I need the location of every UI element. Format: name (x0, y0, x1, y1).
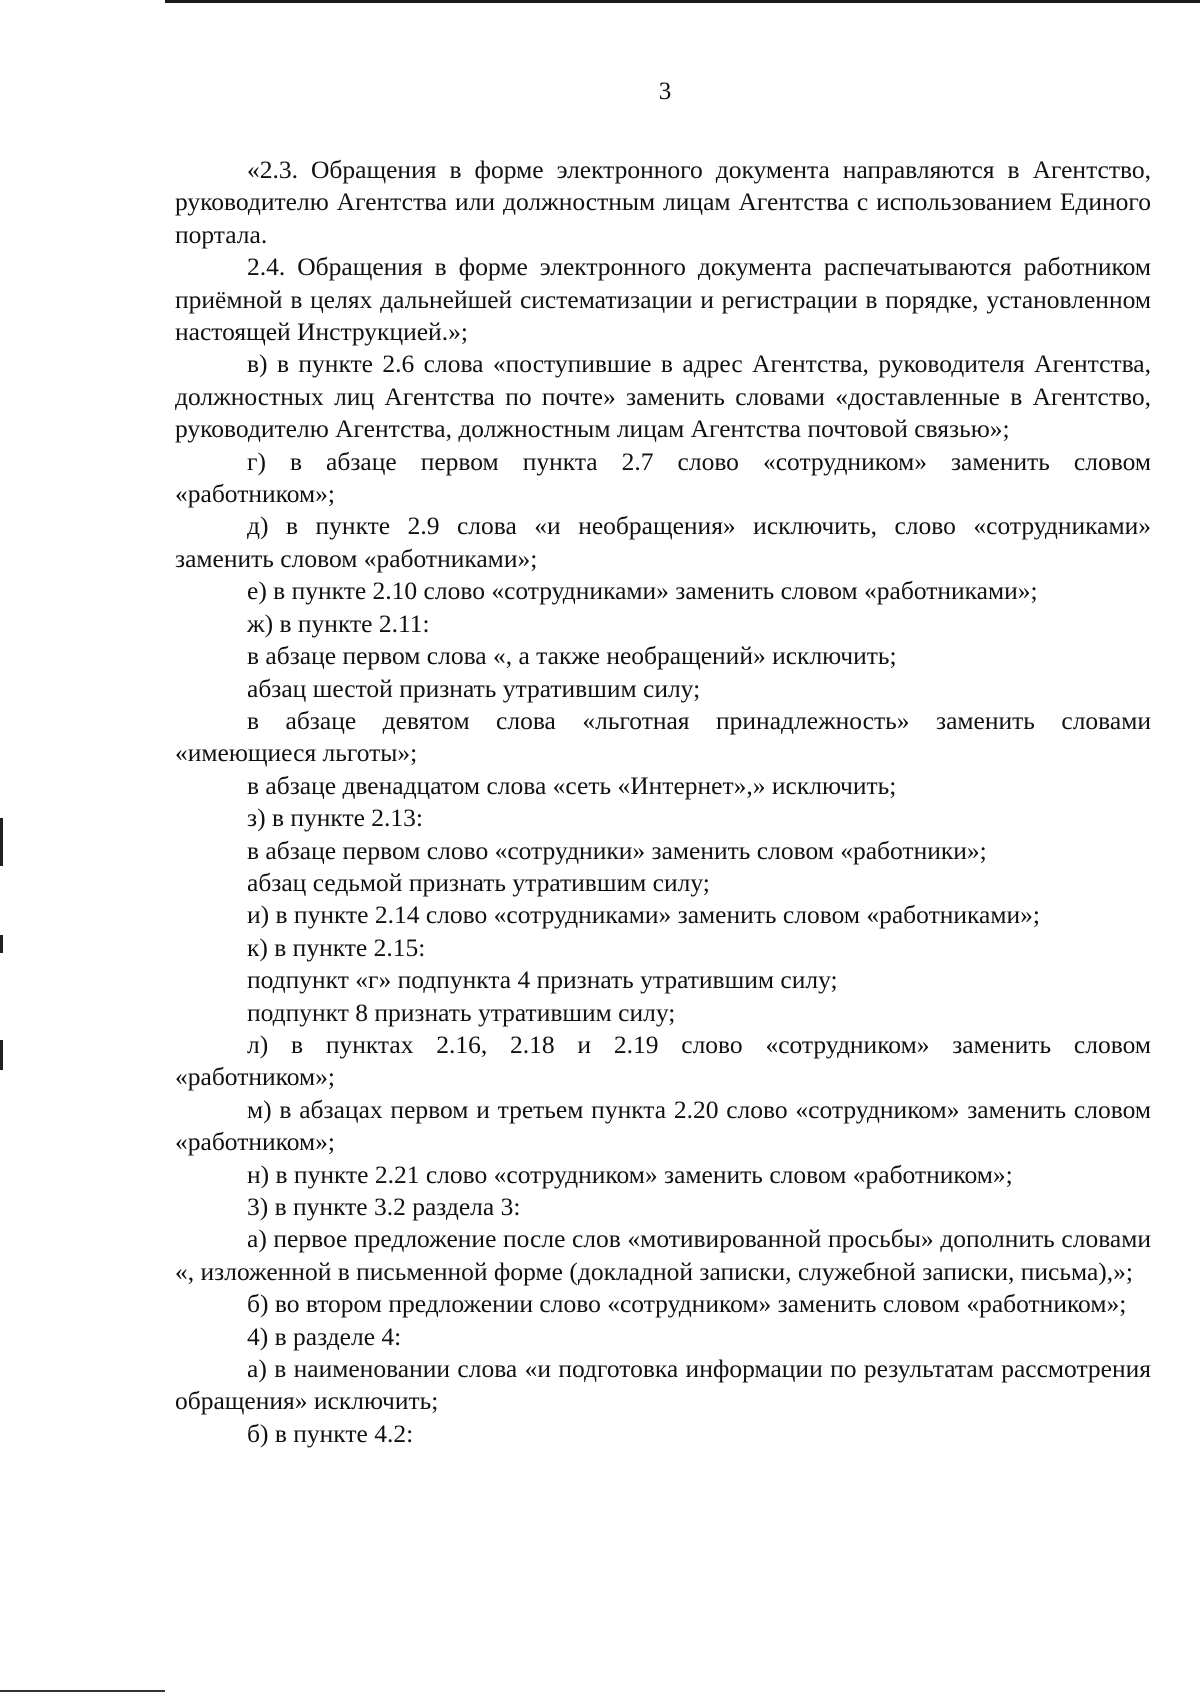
paragraph: а) первое предложение после слов «мотивированной просьбы» дополнить словами «, изложенной в письменной форме (докладной записки, служебной записки, письма),»; (175, 1224, 1151, 1286)
paragraph: абзац шестой признать утратившим силу; (247, 673, 701, 703)
scan-left-edge-mark (0, 935, 3, 953)
paragraph: 3) в пункте 3.2 раздела 3: (247, 1192, 521, 1221)
scan-left-edge-mark (0, 818, 3, 866)
scan-left-edge-mark (0, 1040, 3, 1070)
paragraph: 4) в разделе 4: (247, 1321, 402, 1351)
paragraph: г) в абзаце первом пункта 2.7 слово «сотрудником» заменить словом «работником»; (175, 446, 1151, 509)
paragraph: б) во втором предложении слово «сотрудником» заменить словом «работником»; (247, 1289, 1127, 1319)
paragraph: «2.3. Обращения в форме электронного документа направляются в Агентство, руководителю Агентства или должностным лицам Агентства с использованием Единого портала. (175, 155, 1151, 249)
paragraph: е) в пункте 2.10 слово «сотрудниками» заменить словом «работниками»; (247, 576, 1038, 606)
paragraph: д) в пункте 2.9 слова «и необращения» исключить, слово «сотрудниками» заменить словом «работниками»; (175, 511, 1151, 573)
scan-bottom-border (0, 1690, 165, 1692)
paragraph: н) в пункте 2.21 слово «сотрудником» заменить словом «работником»; (247, 1159, 1013, 1189)
paragraph: а) в наименовании слова «и подготовка информации по результатам рассмотрения обращения» исключить; (175, 1354, 1151, 1416)
paragraph: и) в пункте 2.14 слово «сотрудниками» заменить словом «работниками»; (247, 900, 1040, 930)
paragraph: м) в абзацах первом и третьем пункта 2.20 слово «сотрудником» заменить словом «работником»; (175, 1094, 1151, 1157)
paragraph: б) в пункте 4.2: (247, 1418, 414, 1448)
paragraph: ж) в пункте 2.11: (247, 608, 430, 638)
paragraph: в) в пункте 2.6 слова «поступившие в адрес Агентства, руководителя Агентства, должностных лиц Агентства по почте» заменить словами «доставленные в Агентство, руководителю Агентства, должностным лицам Агентства почтовой связью»; (175, 349, 1151, 444)
paragraph: абзац седьмой признать утратившим силу; (247, 867, 710, 897)
paragraph: к) в пункте 2.15: (247, 932, 426, 962)
paragraph: в абзаце первом слова «, а также необращений» исключить; (247, 641, 897, 671)
paragraph: 2.4. Обращения в форме электронного документа распечатываются работником приёмной в целях дальнейшей систематизации и регистрации в порядке, установленном настоящей Инструкцией.»; (175, 252, 1151, 347)
scan-top-border (165, 0, 1200, 3)
paragraph: в абзаце девятом слова «льготная принадлежность» заменить словами «имеющиеся льготы»; (175, 705, 1151, 768)
paragraph: подпункт 8 признать утратившим силу; (247, 997, 676, 1027)
paragraph: в абзаце первом слово «сотрудники» заменить словом «работники»; (247, 835, 987, 865)
paragraph: в абзаце двенадцатом слова «сеть «Интернет»,» исключить; (247, 770, 897, 800)
paragraph: л) в пунктах 2.16, 2.18 и 2.19 слово «сотрудником» заменить словом «работником»; (175, 1029, 1151, 1092)
paragraph: подпункт «г» подпункта 4 признать утратившим силу; (247, 965, 838, 995)
paragraph: з) в пункте 2.13: (247, 803, 423, 833)
page-number: 3 (658, 78, 672, 105)
document-body (175, 154, 1151, 1450)
